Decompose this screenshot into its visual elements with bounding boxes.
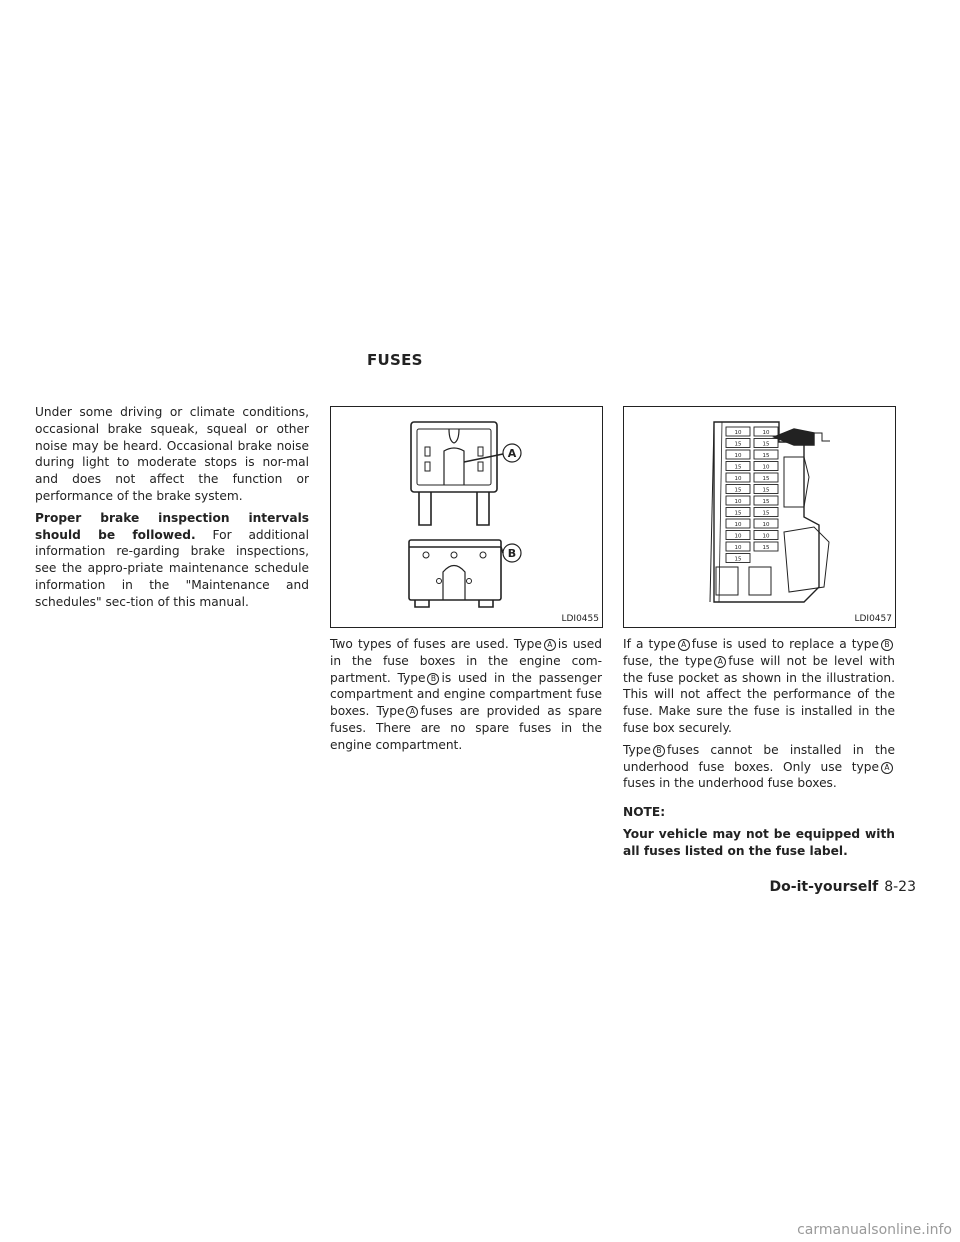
- left-fuse-rating: 10: [734, 545, 742, 551]
- text-segment: Type: [623, 742, 651, 757]
- left-fuse-rating: 10: [734, 533, 742, 540]
- fuse-a-label: A: [507, 447, 517, 460]
- right-fuse-rating: 10: [762, 430, 770, 436]
- text-segment: fuse will not be level with the fuse pocket as shown in the illustration. This will not affect the performance of the fuse. Make sure the fuse is installed in the fuse box securely.: [623, 653, 896, 735]
- chapter-name: Do-it-yourself: [769, 879, 879, 895]
- column-3: [623, 636, 895, 865]
- left-fuse-rating: 10: [734, 453, 742, 459]
- note-label: NOTE:: [623, 805, 666, 820]
- right-fuse-rating: 10: [762, 533, 770, 540]
- fuse-rows: [726, 427, 778, 563]
- figure-fuse-types: [330, 406, 603, 628]
- left-fuse-rating: 15: [734, 556, 742, 563]
- left-fuse-rating: 15: [734, 464, 742, 471]
- right-fuse-rating: 15: [762, 545, 770, 551]
- left-fuse-rating: 15: [734, 441, 742, 448]
- paragraph-underhood: [623, 742, 895, 792]
- text-segment: Two types of fuses are used. Type: [330, 637, 542, 651]
- text-segment: is used in the passenger compartment and engine compartment fuse boxes. Type: [330, 670, 602, 719]
- text-segment: is used in the fuse boxes in the engine com-partment. Type: [330, 637, 603, 685]
- section-title: FUSES: [367, 351, 423, 369]
- marker-b: B: [881, 639, 893, 651]
- marker-a: A: [678, 639, 690, 651]
- paragraph-fuse-types: [330, 636, 602, 754]
- left-fuse-rating: 10: [734, 522, 742, 528]
- watermark: carmanualsonline.info: [797, 1222, 952, 1238]
- left-fuse-rating: 10: [734, 499, 742, 505]
- text-segment: fuse is used to replace a type: [691, 637, 879, 651]
- right-fuse-rating: 15: [762, 476, 770, 482]
- brake-inspection-text: For additional information re-garding brake inspections, see the appro-priate maintenance schedule information in the "Maintenance and schedules" sec-tion of this manual.: [35, 527, 309, 609]
- page-footer: [770, 876, 916, 898]
- marker-a: A: [881, 762, 893, 774]
- left-fuse-rating: 10: [734, 430, 742, 436]
- left-fuse-rating: 10: [734, 476, 742, 482]
- right-fuse-rating: 15: [762, 441, 770, 448]
- left-fuse-rating: 15: [734, 510, 742, 517]
- right-fuse-rating: 10: [762, 464, 770, 471]
- figure-code: LDI0457: [854, 614, 892, 624]
- paragraph-brake-noise: Under some driving or climate conditions, occasional brake squeak, squeal or other noise may be heard. Occasional brake noise during light to moderate stops is nor-mal and does not affect the function or performance of the brake system.: [35, 405, 309, 503]
- text-segment: fuses cannot be installed in the underhood fuse boxes. Only use type: [623, 742, 895, 774]
- brake-inspection-emphasis: Proper brake inspection intervals should be followed.: [35, 510, 309, 542]
- fuse-b-label: B: [507, 547, 517, 560]
- figure-code: LDI0455: [561, 614, 599, 624]
- fuse-a-blade-right: [477, 492, 489, 525]
- paragraph-replacement: [623, 636, 895, 737]
- marker-a: A: [406, 706, 418, 718]
- right-fuse-rating: 15: [762, 499, 770, 505]
- page-number: 8-23: [884, 879, 916, 895]
- marker-a: A: [714, 656, 726, 668]
- fuse-a-body: [411, 422, 497, 492]
- right-fuse-rating: 15: [762, 487, 770, 494]
- text-segment: fuses are provided as spare fuses. There are no spare fuses in the engine compartment.: [330, 704, 602, 752]
- fuse-types-illustration: [331, 407, 602, 627]
- fuse-b-body: [409, 540, 501, 600]
- column-1: [35, 404, 309, 616]
- text-segment: fuse, the type: [623, 653, 713, 668]
- marker-b: B: [653, 745, 665, 757]
- column-2: [330, 636, 602, 759]
- text-segment: fuses in the underhood fuse boxes.: [623, 776, 837, 791]
- marker-a: A: [544, 639, 556, 651]
- paragraph-brake-inspection: [35, 510, 309, 611]
- right-fuse-rating: 15: [762, 453, 770, 459]
- fuse-box-illustration: [624, 407, 895, 627]
- fuse-a-blade-left: [419, 492, 431, 525]
- right-fuse-rating: 10: [762, 522, 770, 528]
- left-fuse-rating: 15: [734, 487, 742, 494]
- right-fuse-rating: 15: [762, 510, 770, 517]
- note-text: Your vehicle may not be equipped with all fuses listed on the fuse label.: [623, 826, 895, 858]
- text-segment: If a type: [623, 637, 676, 651]
- marker-b: B: [427, 673, 439, 685]
- figure-fuse-box: [623, 406, 896, 628]
